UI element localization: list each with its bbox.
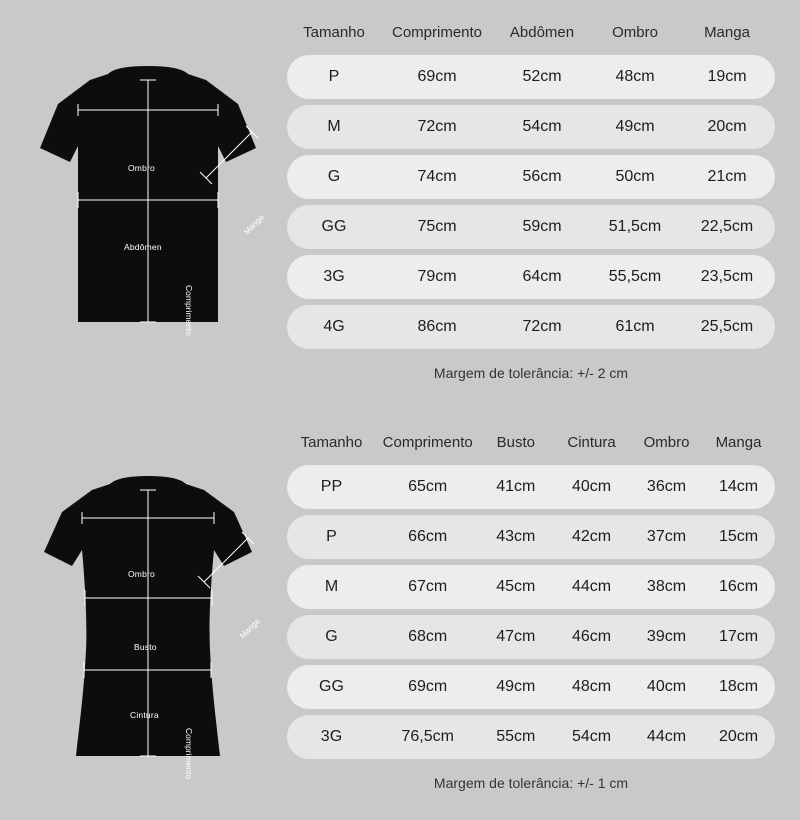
cell-length: 69cm — [376, 665, 479, 709]
womens-label-length: Comprimento — [184, 728, 194, 780]
cell-length: 79cm — [381, 255, 493, 299]
cell-bust: 41cm — [479, 465, 552, 509]
womens-col-ombro: Ombro — [643, 434, 690, 451]
cell-length: 66cm — [376, 515, 479, 559]
cell-size: 3G — [287, 255, 381, 299]
table-row — [287, 515, 775, 559]
mens-tshirt-illustration — [30, 60, 265, 350]
cell-length: 86cm — [381, 305, 493, 349]
cell-abdomen: 52cm — [493, 55, 591, 99]
cell-size: M — [287, 565, 376, 609]
womens-tolerance-note: Margem de tolerância: +/- 1 cm — [433, 775, 629, 791]
cell-bust: 49cm — [479, 665, 552, 709]
cell-sleeve: 18cm — [702, 665, 775, 709]
cell-shoulder: 44cm — [631, 715, 702, 759]
cell-abdomen: 59cm — [493, 205, 591, 249]
cell-length: 68cm — [376, 615, 479, 659]
cell-sleeve: 21cm — [679, 155, 775, 199]
cell-length: 76,5cm — [376, 715, 479, 759]
womens-col-busto: Busto — [496, 434, 535, 451]
mens-col-manga: Manga — [704, 24, 750, 41]
table-row — [287, 465, 775, 509]
mens-label-length: Comprimento — [184, 285, 194, 337]
mens-tolerance-note: Margem de tolerância: +/- 2 cm — [433, 365, 629, 381]
cell-length: 74cm — [381, 155, 493, 199]
cell-size: M — [287, 105, 381, 149]
cell-abdomen: 72cm — [493, 305, 591, 349]
table-row — [287, 55, 775, 99]
cell-length: 65cm — [376, 465, 479, 509]
cell-waist: 40cm — [552, 465, 631, 509]
mens-tshirt-svg — [30, 60, 265, 350]
cell-waist: 44cm — [552, 565, 631, 609]
womens-table-column — [285, 410, 800, 820]
cell-abdomen: 64cm — [493, 255, 591, 299]
cell-bust: 55cm — [479, 715, 552, 759]
mens-table-header-row — [287, 20, 775, 49]
table-row — [287, 615, 775, 659]
table-row — [287, 715, 775, 759]
cell-waist: 42cm — [552, 515, 631, 559]
mens-size-table — [287, 14, 775, 355]
table-row — [287, 205, 775, 249]
cell-size: G — [287, 155, 381, 199]
mens-label-shoulder: Ombro — [128, 163, 155, 173]
mens-table-column — [285, 0, 800, 410]
cell-size: P — [287, 515, 376, 559]
mens-illustration-column — [0, 0, 285, 410]
mens-col-ombro: Ombro — [612, 24, 658, 41]
cell-length: 75cm — [381, 205, 493, 249]
womens-tshirt-illustration — [30, 470, 265, 780]
table-row — [287, 305, 775, 349]
table-row — [287, 255, 775, 299]
cell-shoulder: 49cm — [591, 105, 679, 149]
womens-col-comprimento: Comprimento — [382, 434, 473, 451]
cell-bust: 45cm — [479, 565, 552, 609]
cell-sleeve: 16cm — [702, 565, 775, 609]
mens-col-tamanho: Tamanho — [303, 24, 365, 41]
cell-sleeve: 17cm — [702, 615, 775, 659]
cell-length: 72cm — [381, 105, 493, 149]
cell-shoulder: 51,5cm — [591, 205, 679, 249]
cell-sleeve: 20cm — [702, 715, 775, 759]
cell-shoulder: 48cm — [591, 55, 679, 99]
womens-label-bust: Busto — [134, 642, 157, 652]
cell-sleeve: 22,5cm — [679, 205, 775, 249]
cell-shoulder: 36cm — [631, 465, 702, 509]
cell-size: 4G — [287, 305, 381, 349]
womens-label-sleeve: Manga — [238, 616, 262, 641]
cell-shoulder: 55,5cm — [591, 255, 679, 299]
cell-shoulder: 40cm — [631, 665, 702, 709]
womens-label-shoulder: Ombro — [128, 569, 155, 579]
cell-size: 3G — [287, 715, 376, 759]
cell-size: GG — [287, 205, 381, 249]
cell-shoulder: 37cm — [631, 515, 702, 559]
cell-sleeve: 25,5cm — [679, 305, 775, 349]
mens-label-sleeve: Manga — [242, 212, 266, 237]
cell-shoulder: 50cm — [591, 155, 679, 199]
womens-tshirt-svg — [30, 470, 265, 770]
womens-col-cintura: Cintura — [567, 434, 616, 451]
table-row — [287, 565, 775, 609]
cell-shoulder: 61cm — [591, 305, 679, 349]
cell-abdomen: 54cm — [493, 105, 591, 149]
mens-col-comprimento: Comprimento — [391, 24, 483, 41]
cell-shoulder: 38cm — [631, 565, 702, 609]
womens-label-waist: Cintura — [130, 710, 159, 720]
cell-size: PP — [287, 465, 376, 509]
cell-sleeve: 20cm — [679, 105, 775, 149]
womens-table-header-row — [287, 430, 775, 459]
womens-illustration-column — [0, 410, 285, 820]
table-row — [287, 105, 775, 149]
cell-waist: 48cm — [552, 665, 631, 709]
cell-size: GG — [287, 665, 376, 709]
cell-waist: 46cm — [552, 615, 631, 659]
cell-sleeve: 19cm — [679, 55, 775, 99]
cell-waist: 54cm — [552, 715, 631, 759]
cell-size: G — [287, 615, 376, 659]
cell-length: 67cm — [376, 565, 479, 609]
cell-sleeve: 14cm — [702, 465, 775, 509]
cell-size: P — [287, 55, 381, 99]
table-row — [287, 155, 775, 199]
cell-bust: 43cm — [479, 515, 552, 559]
cell-length: 69cm — [381, 55, 493, 99]
mens-col-abdomen: Abdômen — [509, 24, 575, 41]
womens-size-panel — [0, 410, 800, 820]
cell-bust: 47cm — [479, 615, 552, 659]
womens-size-table — [287, 424, 775, 765]
cell-shoulder: 39cm — [631, 615, 702, 659]
cell-abdomen: 56cm — [493, 155, 591, 199]
cell-sleeve: 23,5cm — [679, 255, 775, 299]
cell-sleeve: 15cm — [702, 515, 775, 559]
womens-col-tamanho: Tamanho — [300, 434, 363, 451]
mens-label-abdomen: Abdômen — [124, 242, 162, 252]
table-row — [287, 665, 775, 709]
womens-col-manga: Manga — [715, 434, 762, 451]
